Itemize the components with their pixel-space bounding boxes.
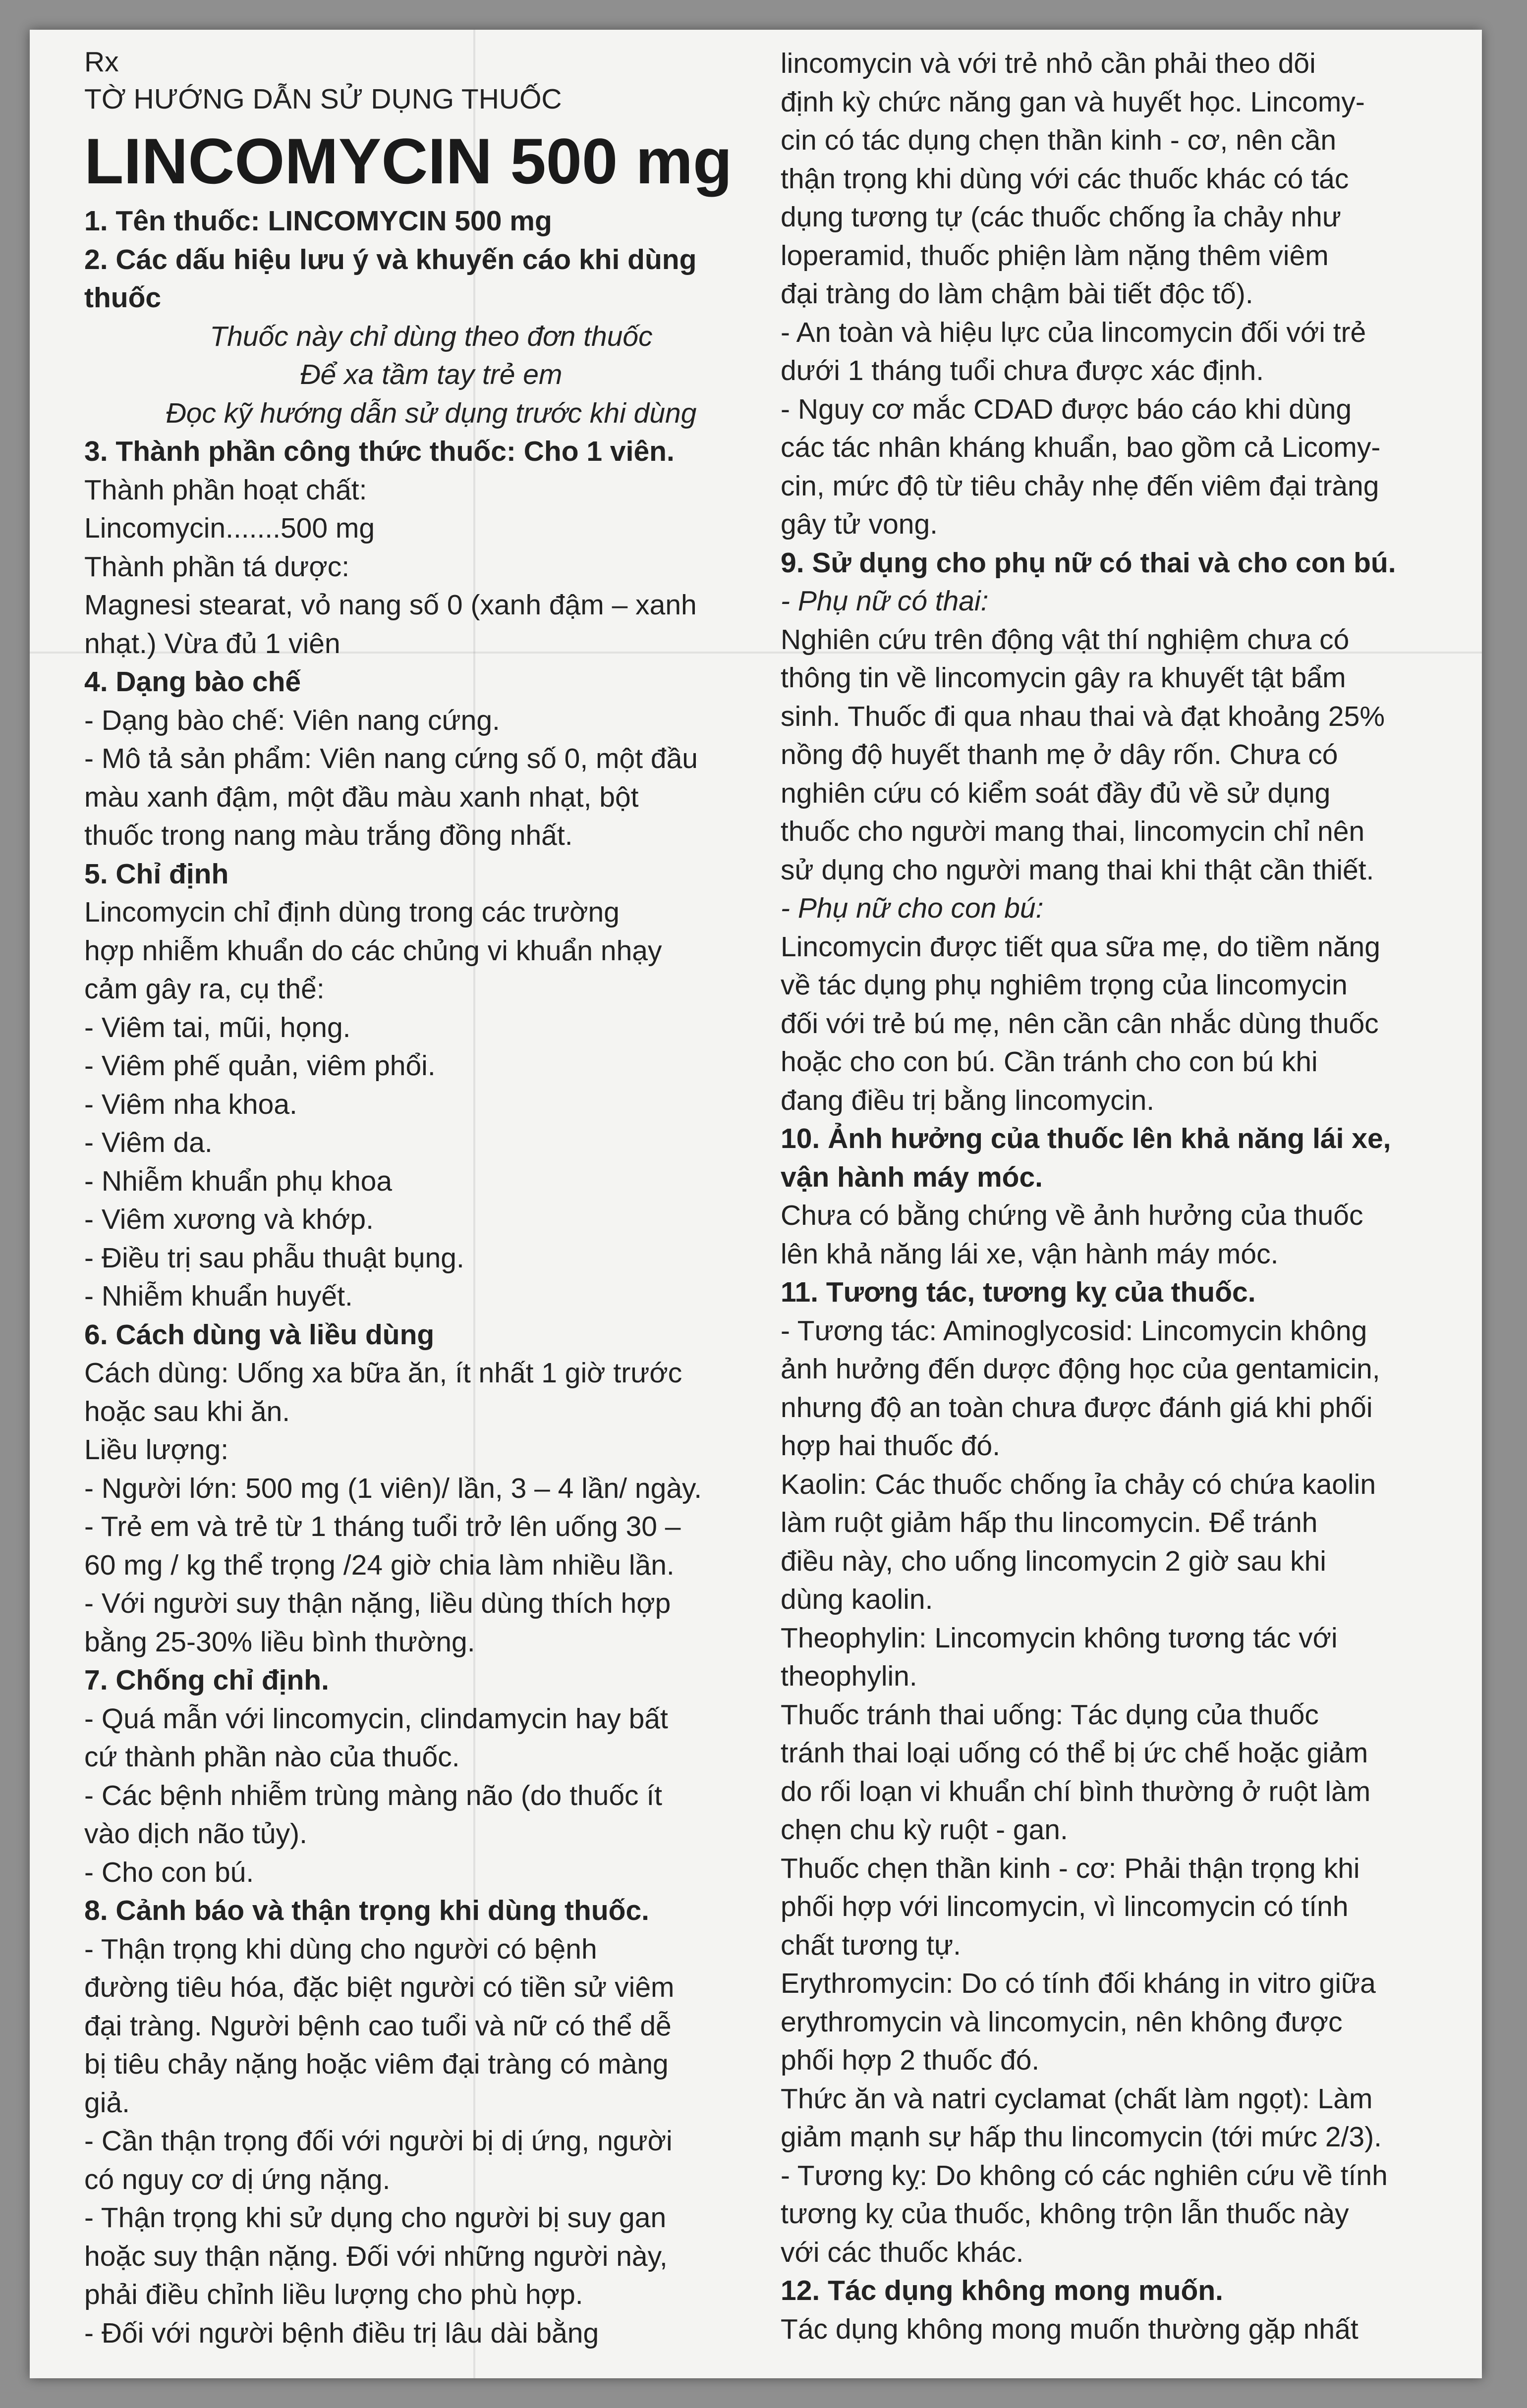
left-column-text	[84, 202, 778, 2353]
text-line: nồng độ huyết thanh mẹ ở dây rốn. Chưa có	[781, 739, 1338, 770]
text-line: - Cần thận trọng đối với người bị dị ứng, người	[84, 2125, 673, 2157]
text-line: Lincomycin được tiết qua sữa mẹ, do tiềm năng	[781, 930, 1380, 963]
text-line: đại tràng do làm chậm bài tiết độc tố).	[781, 278, 1253, 310]
text-line: 60 mg / kg thể trọng /24 giờ chia làm nhiều lần.	[84, 1549, 675, 1581]
text-line: Theophylin: Lincomycin không tương tác với	[781, 1622, 1338, 1654]
text-line: thuốc trong nang màu trắng đồng nhất.	[84, 820, 573, 851]
text-line: - Nhiễm khuẩn huyết.	[84, 1280, 353, 1312]
text-line: 1. Tên thuốc: LINCOMYCIN 500 mg	[84, 205, 552, 237]
text-line: cin có tác dụng chẹn thần kinh - cơ, nên cần	[781, 124, 1337, 156]
document-type: TỜ HƯỚNG DẪN SỬ DỤNG THUỐC	[84, 83, 562, 115]
text-line: - Cho con bú.	[84, 1856, 254, 1888]
text-line: - Quá mẫn với lincomycin, clindamycin hay bất	[84, 1702, 668, 1735]
text-line: sử dụng cho người mang thai khi thật cần thiết.	[781, 854, 1374, 886]
text-line: Để xa tầm tay trẻ em	[300, 359, 563, 390]
text-line: màu xanh đậm, một đầu màu xanh nhạt, bột	[84, 781, 639, 813]
text-line: do rối loạn vi khuẩn chí bình thường ở ruột làm	[781, 1775, 1371, 1807]
text-line: đang điều trị bằng lincomycin.	[781, 1084, 1155, 1116]
text-line: thông tin về lincomycin gây ra khuyết tật bẩm	[781, 662, 1346, 694]
text-line: - An toàn và hiệu lực của lincomycin đối với trẻ	[781, 316, 1366, 348]
text-line: Nghiên cứu trên động vật thí nghiệm chưa có	[781, 623, 1350, 656]
text-line: - Viêm tai, mũi, họng.	[84, 1011, 351, 1043]
left-column	[84, 45, 778, 2353]
text-line: tương kỵ của thuốc, không trộn lẫn thuốc này	[781, 2198, 1349, 2230]
text-line: lincomycin và với trẻ nhỏ cần phải theo dõi	[781, 48, 1316, 79]
text-line: - Viêm xương và khớp.	[84, 1204, 374, 1235]
text-line: - Phụ nữ cho con bú:	[781, 892, 1044, 924]
text-line: Đọc kỹ hướng dẫn sử dụng trước khi dùng	[166, 397, 697, 429]
text-line: - Dạng bào chế: Viên nang cứng.	[84, 704, 500, 736]
text-line: - Tương kỵ: Do không có các nghiên cứu về tính	[781, 2159, 1388, 2191]
text-line: Cách dùng: Uống xa bữa ăn, ít nhất 1 giờ trước	[84, 1357, 682, 1389]
text-line: dưới 1 tháng tuổi chưa được xác định.	[781, 355, 1264, 386]
text-line: phối hợp 2 thuốc đó.	[781, 2044, 1040, 2076]
text-line: Thành phần tá dược:	[84, 550, 350, 583]
text-line: Thành phần hoạt chất:	[84, 474, 367, 506]
text-line: tránh thai loại uống có thể bị ức chế hoặc giảm	[781, 1737, 1368, 1769]
text-line: 2. Các dấu hiệu lưu ý và khuyến cáo khi dùng	[84, 243, 697, 275]
text-line: Lincomycin.......500 mg	[84, 512, 375, 544]
text-line: thuốc cho người mang thai, lincomycin chỉ nên	[781, 816, 1365, 847]
text-line: hoặc suy thận nặng. Đối với những người này,	[84, 2240, 668, 2272]
text-line: làm ruột giảm hấp thu lincomycin. Để tránh	[781, 1507, 1318, 1538]
text-line: - Tương tác: Aminoglycosid: Lincomycin không	[781, 1314, 1367, 1347]
text-line: phải điều chỉnh liều lượng cho phù hợp.	[84, 2279, 583, 2310]
text-line: Thức ăn và natri cyclamat (chất làm ngọt): Làm	[781, 2082, 1373, 2115]
text-line: - Viêm nha khoa.	[84, 1088, 297, 1120]
text-line: hợp hai thuốc đó.	[781, 1430, 1001, 1462]
text-line: chẹn chu kỳ ruột - gan.	[781, 1814, 1068, 1846]
text-line: Erythromycin: Do có tính đối kháng in vitro giữa	[781, 1968, 1376, 1999]
text-line: - Nguy cơ mắc CDAD được báo cáo khi dùng	[781, 393, 1352, 425]
text-line: Lincomycin chỉ định dùng trong các trường	[84, 896, 620, 928]
text-line: loperamid, thuốc phiện làm nặng thêm viêm	[781, 239, 1329, 272]
text-line: 9. Sử dụng cho phụ nữ có thai và cho con bú.	[781, 547, 1396, 579]
text-line: định kỳ chức năng gan và huyết học. Lincomy-	[781, 86, 1365, 118]
text-line: - Người lớn: 500 mg (1 viên)/ lần, 3 – 4 lần/ ngày.	[84, 1472, 702, 1504]
text-line: erythromycin và lincomycin, nên không được	[781, 2006, 1343, 2038]
text-line: Magnesi stearat, vỏ nang số 0 (xanh đậm – xanh	[84, 589, 697, 621]
text-line: - Phụ nữ có thai:	[781, 585, 989, 617]
text-line: 7. Chống chỉ định.	[84, 1664, 329, 1696]
text-line: Thuốc tránh thai uống: Tác dụng của thuốc	[781, 1698, 1319, 1731]
text-line: - Nhiễm khuẩn phụ khoa	[84, 1165, 393, 1197]
drug-title: LINCOMYCIN 500 mg	[84, 125, 733, 197]
text-line: đối với trẻ bú mẹ, nên cần cân nhắc dùng thuốc	[781, 1007, 1379, 1040]
text-line: - Đối với người bệnh điều trị lâu dài bằng	[84, 2317, 599, 2349]
text-line: cứ thành phần nào của thuốc.	[84, 1741, 460, 1773]
text-line: hoặc sau khi ăn.	[84, 1395, 290, 1427]
text-line: chất tương tự.	[781, 1929, 961, 1961]
text-line: - Thận trọng khi dùng cho người có bệnh	[84, 1933, 597, 1965]
rx-mark: Rx	[84, 46, 119, 78]
text-line: 3. Thành phần công thức thuốc: Cho 1 viên.	[84, 436, 675, 467]
text-line: 8. Cảnh báo và thận trọng khi dùng thuốc.	[84, 1895, 649, 1926]
text-line: thuốc	[84, 282, 162, 314]
text-line: 10. Ảnh hưởng của thuốc lên khả năng lái xe,	[781, 1123, 1391, 1154]
text-line: sinh. Thuốc đi qua nhau thai và đạt khoảng 25%	[781, 700, 1385, 732]
text-line: - Thận trọng khi sử dụng cho người bị suy gan	[84, 2202, 667, 2234]
text-line: - Điều trị sau phẫu thuật bụng.	[84, 1242, 464, 1274]
text-line: lên khả năng lái xe, vận hành máy móc.	[781, 1238, 1279, 1270]
text-line: đại tràng. Người bệnh cao tuổi và nữ có thể dễ	[84, 2010, 672, 2042]
text-line: - Mô tả sản phẩm: Viên nang cứng số 0, một đầu	[84, 743, 698, 774]
text-line: - Trẻ em và trẻ từ 1 tháng tuổi trở lên uống 30 –	[84, 1511, 681, 1542]
text-line: với các thuốc khác.	[781, 2236, 1024, 2268]
text-line: ảnh hưởng đến dược động học của gentamicin,	[781, 1353, 1380, 1385]
text-line: giảm mạnh sự hấp thu lincomycin (tới mức 2/3).	[781, 2121, 1382, 2153]
text-line: thận trọng khi dùng với các thuốc khác có tác	[781, 163, 1349, 195]
text-line: nhưng độ an toàn chưa được đánh giá khi phối	[781, 1391, 1373, 1423]
text-line: theophylin.	[781, 1660, 917, 1692]
text-line: phối hợp với lincomycin, vì lincomycin có tính	[781, 1891, 1349, 1922]
text-line: hoặc cho con bú. Cần tránh cho con bú khi	[781, 1046, 1318, 1078]
text-line: - Các bệnh nhiễm trùng màng não (do thuốc ít	[84, 1779, 663, 1811]
text-line: giả.	[84, 2086, 130, 2119]
text-line: vào dịch não tủy).	[84, 1818, 307, 1850]
text-line: vận hành máy móc.	[781, 1161, 1043, 1193]
text-line: nhạt.) Vừa đủ 1 viên	[84, 627, 340, 659]
text-line: 12. Tác dụng không mong muốn.	[781, 2275, 1223, 2306]
text-line: bị tiêu chảy nặng hoặc viêm đại tràng có màng	[84, 2048, 669, 2080]
text-line: nghiên cứu có kiểm soát đầy đủ về sử dụng	[781, 777, 1331, 809]
text-line: Chưa có bằng chứng về ảnh hưởng của thuốc	[781, 1200, 1363, 1231]
text-line: các tác nhân kháng khuẩn, bao gồm cả Licomy-	[781, 432, 1381, 463]
text-line: bằng 25-30% liều bình thường.	[84, 1626, 475, 1658]
text-line: 5. Chỉ định	[84, 858, 229, 890]
right-column	[781, 45, 1455, 2349]
text-line: cảm gây ra, cụ thể:	[84, 973, 325, 1005]
text-line: Liều lượng:	[84, 1434, 229, 1466]
text-line: có nguy cơ dị ứng nặng.	[84, 2163, 391, 2195]
text-line: dụng tương tự (các thuốc chống ỉa chảy như	[781, 201, 1342, 233]
text-line: Tác dụng không mong muốn thường gặp nhất	[781, 2313, 1358, 2345]
text-line: về tác dụng phụ nghiêm trọng của lincomycin	[781, 969, 1348, 1001]
text-line: 6. Cách dùng và liều dùng	[84, 1318, 435, 1351]
text-line: Kaolin: Các thuốc chống ỉa chảy có chứa kaolin	[781, 1468, 1376, 1500]
text-line: hợp nhiễm khuẩn do các chủng vi khuẩn nhạy	[84, 934, 662, 967]
right-column-text	[781, 45, 1455, 2349]
text-line: - Viêm phế quản, viêm phổi.	[84, 1050, 436, 1082]
text-line: gây tử vong.	[781, 508, 938, 540]
text-line: Thuốc chẹn thần kinh - cơ: Phải thận trọng khi	[781, 1852, 1360, 1884]
text-line: dùng kaolin.	[781, 1584, 933, 1615]
text-line: 11. Tương tác, tương kỵ của thuốc.	[781, 1276, 1256, 1308]
text-line: điều này, cho uống lincomycin 2 giờ sau khi	[781, 1545, 1326, 1577]
text-line: cin, mức độ từ tiêu chảy nhẹ đến viêm đại tràng	[781, 470, 1379, 502]
text-line: - Viêm da.	[84, 1127, 213, 1158]
leaflet-sheet	[30, 30, 1482, 2378]
text-line: - Với người suy thận nặng, liều dùng thích hợp	[84, 1587, 671, 1619]
text-line: Thuốc này chỉ dùng theo đơn thuốc	[210, 320, 653, 352]
text-line: 4. Dạng bào chế	[84, 666, 301, 698]
text-line: đường tiêu hóa, đặc biệt người có tiền sử viêm	[84, 1971, 675, 2003]
